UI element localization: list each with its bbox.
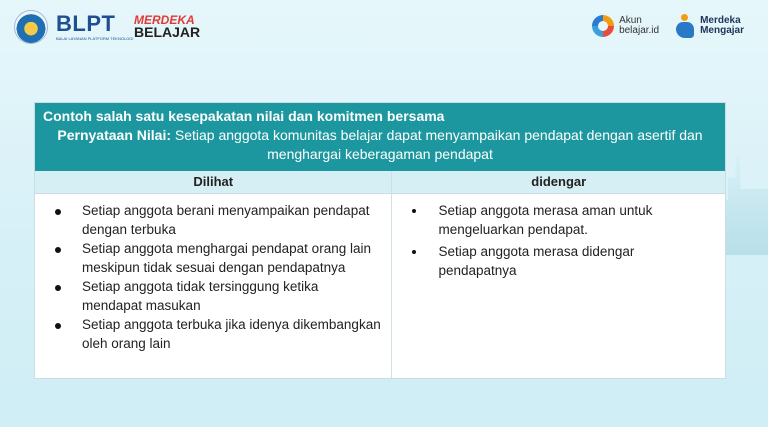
- blpt-logo-subtitle: BALAI LAYANAN PLATFORM TEKNOLOGI: [56, 36, 134, 41]
- bullet-icon: [412, 250, 416, 254]
- merdeka-belajar-top: MERDEKA: [134, 12, 195, 27]
- bullet-icon: [55, 247, 61, 253]
- column-header-dilihat: Dilihat: [35, 171, 391, 194]
- list-item: Setiap anggota tidak tersinggung ketika mendapat masukan: [35, 278, 391, 315]
- didengar-list: [392, 194, 725, 280]
- akun-belajar-icon: [592, 15, 614, 37]
- table-columns: [35, 171, 725, 378]
- top-logo-bar: [0, 0, 768, 58]
- value-statement: [43, 126, 717, 164]
- column-didengar: [392, 171, 725, 378]
- value-statement-label: Pernyataan Nilai:: [57, 127, 171, 143]
- blpt-logo: [56, 11, 134, 41]
- merdeka-belajar-logo: [134, 12, 201, 41]
- list-item: Setiap anggota merasa aman untuk mengeluarkan pendapat.: [392, 202, 725, 239]
- list-item: Setiap anggota merasa didengar pendapatnya: [392, 243, 725, 280]
- dilihat-list: [35, 194, 391, 353]
- akun-line-2: belajar.id: [619, 25, 660, 36]
- merdeka-mengajar-logo: [675, 14, 744, 38]
- table-header: [35, 103, 725, 171]
- right-logos: [592, 14, 744, 38]
- value-statement-text: Setiap anggota komunitas belajar dapat menyampaikan pendapat dengan asertif dan menghargai keberagaman pendapat: [174, 127, 703, 162]
- list-item: Setiap anggota menghargai pendapat orang lain meskipun tidak sesuai dengan pendapatnya: [35, 240, 391, 277]
- bullet-icon: [412, 209, 416, 213]
- column-header-didengar: didengar: [392, 171, 725, 194]
- blpt-logo-text: BLPT: [56, 11, 116, 36]
- merdeka-belajar-bottom: BELAJAR: [134, 24, 201, 41]
- merdeka-mengajar-icon: [675, 14, 695, 38]
- akun-line-1: Akun: [619, 14, 642, 26]
- left-logos: [14, 10, 200, 44]
- list-item: Setiap anggota berani menyampaikan pendapat dengan terbuka: [35, 202, 391, 239]
- bullet-icon: [55, 285, 61, 291]
- table-title: Contoh salah satu kesepakatan nilai dan komitmen bersama: [43, 108, 445, 124]
- merdeka-mengajar-line-1: Merdeka: [700, 14, 741, 26]
- bullet-icon: [55, 323, 61, 329]
- bullet-icon: [55, 209, 61, 215]
- akun-belajar-logo: [592, 15, 659, 37]
- column-dilihat: [35, 171, 392, 378]
- list-item: Setiap anggota terbuka jika idenya dikembangkan oleh orang lain: [35, 316, 391, 353]
- tut-wuri-handayani-logo-icon: [14, 10, 48, 44]
- value-agreement-table: [34, 102, 726, 379]
- merdeka-mengajar-line-2: Mengajar: [700, 25, 744, 36]
